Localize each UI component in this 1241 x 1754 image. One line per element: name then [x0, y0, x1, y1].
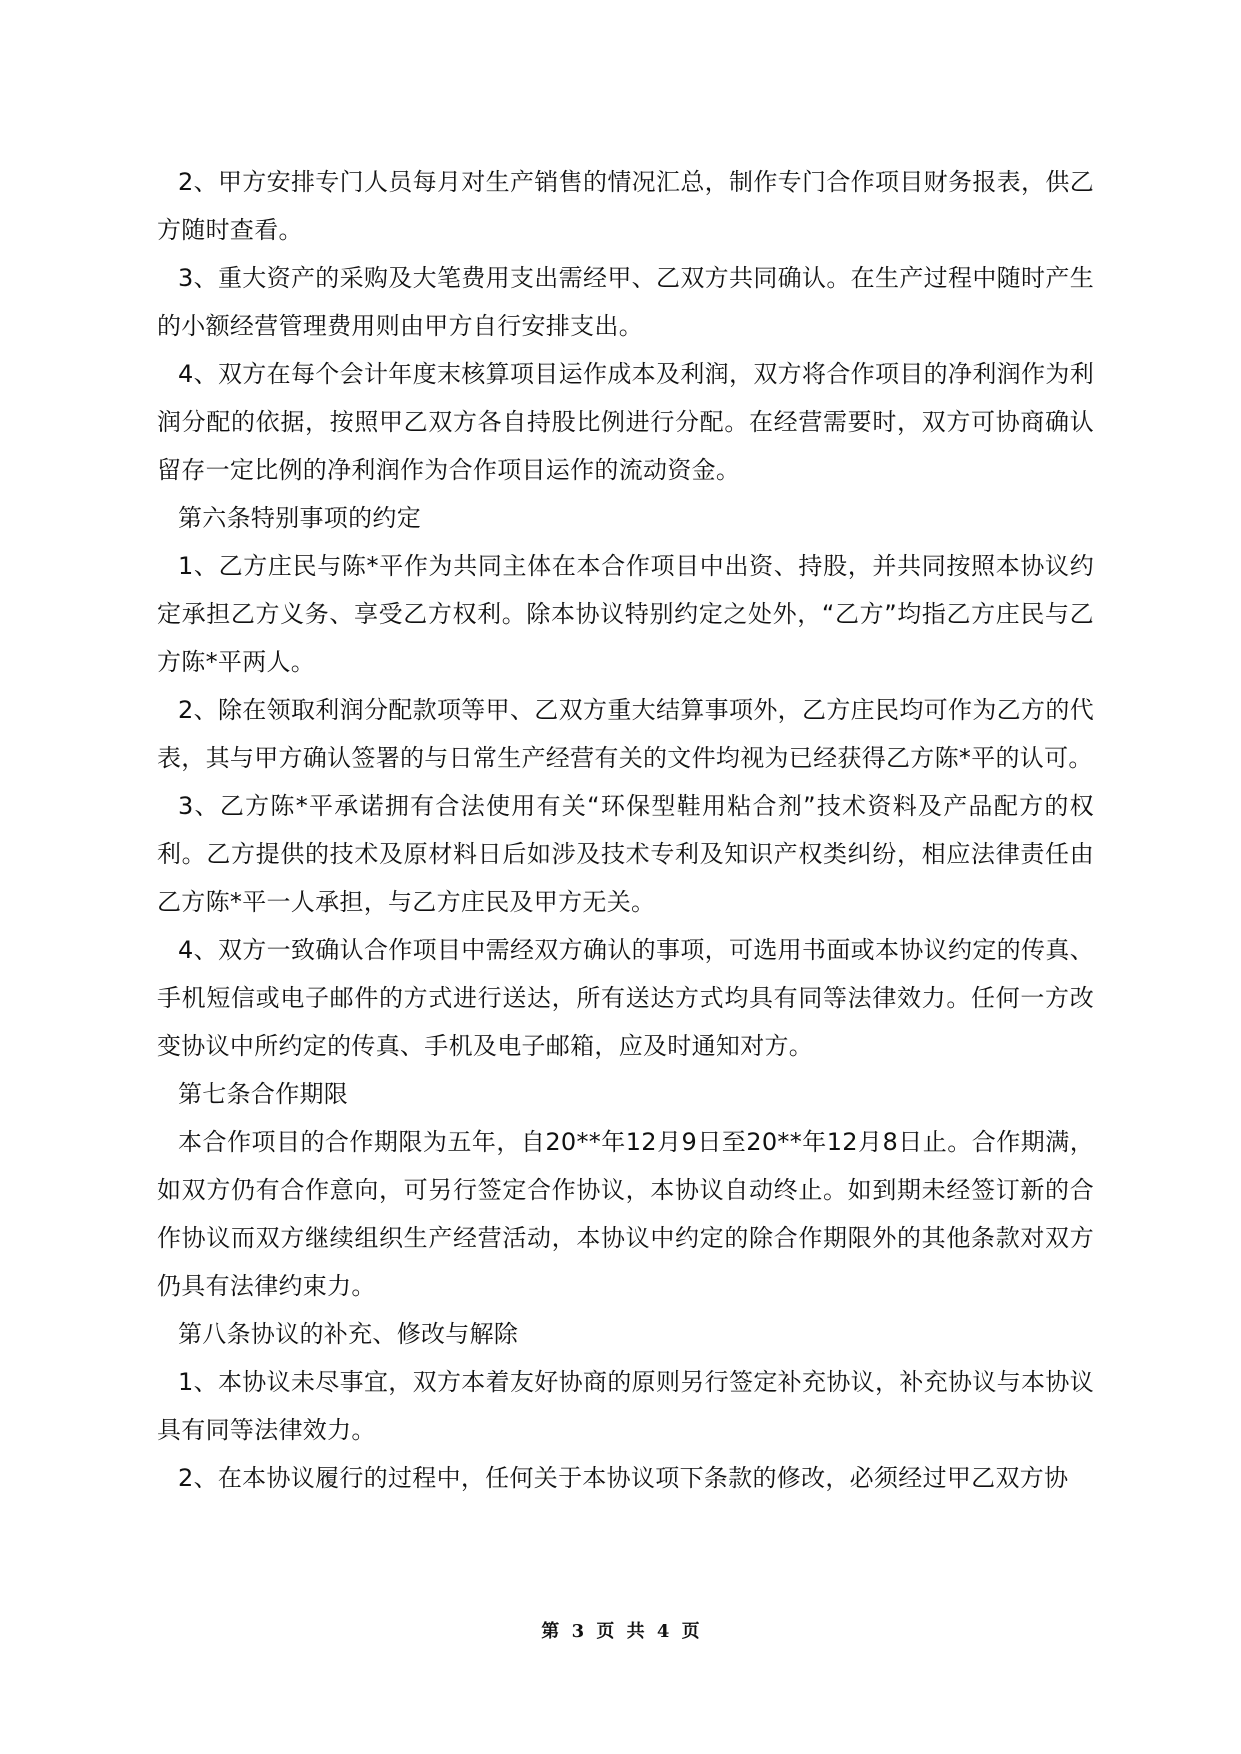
document-body — [157, 158, 1094, 1502]
paragraph-clause-6-2: 2、除在领取利润分配款项等甲、乙双方重大结算事项外，乙方庄民均可作为乙方的代表，其与甲方确认签署的与日常生产经营有关的文件均视为已经获得乙方陈*平的认可。 — [157, 696, 1094, 772]
paragraph-clause-8-2: 2、在本协议履行的过程中，任何关于本协议项下条款的修改，必须经过甲乙双方协 — [178, 1464, 1069, 1492]
paragraph-clause-5-3: 3、重大资产的采购及大笔费用支出需经甲、乙双方共同确认。在生产过程中随时产生的小额经营管理费用则由甲方自行安排支出。 — [157, 264, 1094, 340]
paragraph-clause-6-1: 1、乙方庄民与陈*平作为共同主体在本合作项目中出资、持股，并共同按照本协议约定承担乙方义务、享受乙方权利。除本协议特别约定之处外，“乙方”均指乙方庄民与乙方陈*平两人。 — [157, 552, 1094, 676]
paragraph-clause-6-4: 4、双方一致确认合作项目中需经双方确认的事项，可选用书面或本协议约定的传真、手机短信或电子邮件的方式进行送达，所有送达方式均具有同等法律效力。任何一方改变协议中所约定的传真、手机及电子邮箱，应及时通知对方。 — [157, 936, 1094, 1060]
section-heading-article-8: 第八条协议的补充、修改与解除 — [178, 1320, 519, 1348]
page-number-footer: 第 3 页 共 4 页 — [541, 1621, 700, 1642]
paragraph-article-7-body: 本合作项目的合作期限为五年，自20**年12月9日至20**年12月8日止。合作期满，如双方仍有合作意向，可另行签定合作协议，本协议自动终止。如到期未经签订新的合作协议而双方继续组织生产经营活动，本协议中约定的除合作期限外的其他条款对双方仍具有法律约束力。 — [157, 1128, 1094, 1300]
paragraph-clause-8-1: 1、本协议未尽事宜，双方本着友好协商的原则另行签定补充协议，补充协议与本协议具有同等法律效力。 — [157, 1368, 1094, 1444]
paragraph-clause-6-3: 3、乙方陈*平承诺拥有合法使用有关“环保型鞋用粘合剂”技术资料及产品配方的权利。乙方提供的技术及原材料日后如涉及技术专利及知识产权类纠纷，相应法律责任由乙方陈*平一人承担，与乙方庄民及甲方无关。 — [157, 792, 1094, 916]
section-heading-article-6: 第六条特别事项的约定 — [178, 504, 421, 532]
section-heading-article-7: 第七条合作期限 — [178, 1080, 349, 1108]
paragraph-clause-5-4: 4、双方在每个会计年度末核算项目运作成本及利润，双方将合作项目的净利润作为利润分配的依据，按照甲乙双方各自持股比例进行分配。在经营需要时，双方可协商确认留存一定比例的净利润作为合作项目运作的流动资金。 — [157, 360, 1094, 484]
paragraph-clause-5-2: 2、甲方安排专门人员每月对生产销售的情况汇总，制作专门合作项目财务报表，供乙方随时查看。 — [157, 168, 1094, 244]
